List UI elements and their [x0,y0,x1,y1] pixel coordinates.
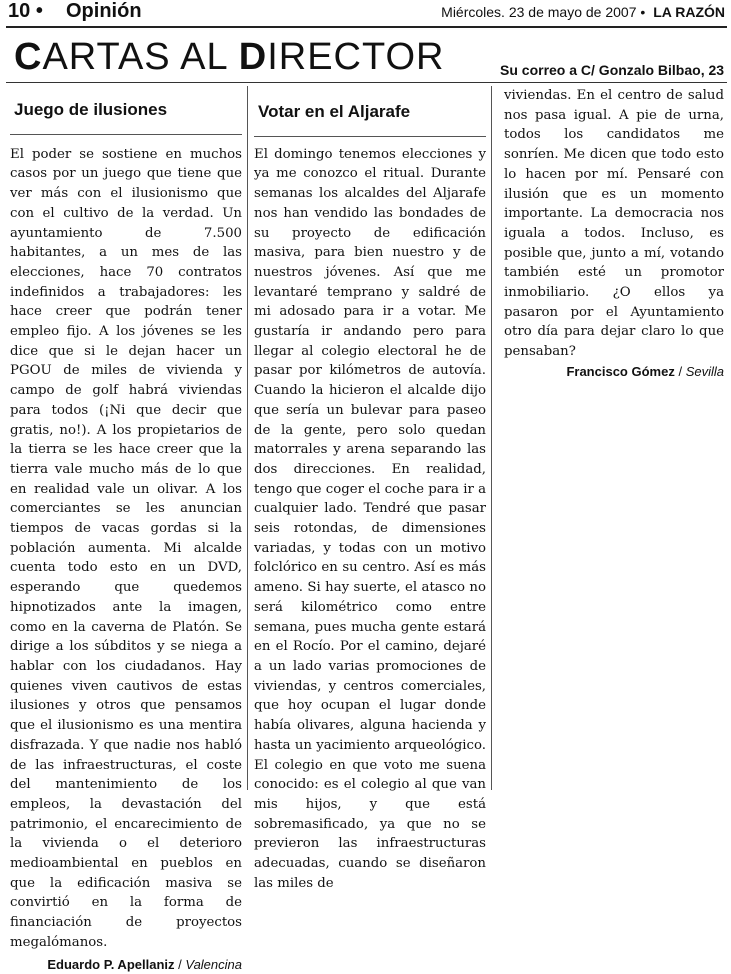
letter-column-3 [498,86,724,790]
dateline: Miércoles. 23 de mayo de 2007 • LA RAZÓN [441,4,725,20]
letter-signature: Francisco Gómez / Sevilla [566,363,724,379]
page-number: 10 • [8,0,43,22]
masthead-title: CARTAS AL DIRECTOR [14,36,445,78]
letter-column-1 [10,86,242,972]
column-divider [247,86,248,790]
letter-body: El domingo tenemos elecciones y ya me conozco el ritual. Durante semanas los alcaldes del Aljarafe nos han vendido las bondades de su proyecto de edificación masiva, para bien nuestro y de nuestros jóvenes. Así que me levantaré temprano y saldré de mi adosado para ir a votar. Me gustaría ir andando pero para llegar al colegio electoral he de pasar por kilómetros de autovía. Cuando la hicieron el alcalde dijo que sería un bulevar para paseo de la gente, pero solo quedan matorrales y arena separando las dos direcciones. En realidad, tengo que coger el coche para ir a cualquier lado. Tendré que pasar seis rotondas, de dimensiones variadas, y todas con un motivo folclórico en su centro. Así es más ameno. Si hay suerte, el atasco no será kilométrico como entre semana, pues mucha gente estará en el Rocío. Por el camino, dejaré a un lado varias promociones de viviendas, y centros comerciales, que hoy ocupan el lugar donde había olivares, alguna hacienda y hasta un yacimiento arqueológico. El colegio en que voto me suena conocido: es el colegio al que van mis hijos, y que está sobremasificado, ya que no se previeron las infraestructuras adecuadas, cuando se diseñaron las miles de [254,146,486,891]
page-header [0,0,731,26]
letter-signature: Eduardo P. Apellaniz / Valencina [47,956,242,972]
letter-body-continued: viviendas. En el centro de salud nos pasa igual. A pie de urna, todos los candidatos me sonríen. Me dicen que todo esto lo hacen por mí. Pensaré con ilusión que es un momento importante. La democracia nos iguala a todos. Incluso, es posible que, junto a mí, votando también esté un promotor inmobiliario. ¿O ellos ya pasaron por el Ayuntamiento otro día para dejar claro lo que pensaban? [504,88,724,360]
section-title: Opinión [66,0,142,22]
letter-headline: Juego de ilusiones [14,100,168,119]
masthead-rule [6,82,727,83]
author-name: Francisco Gómez [566,363,675,379]
headline-rule [254,136,486,137]
mail-address-line: Su correo a C/ Gonzalo Bilbao, 23 [500,62,725,78]
author-city: Valencina [185,956,242,972]
header-rule [6,26,727,28]
issue-date: Miércoles. 23 de mayo de 2007 [441,4,637,20]
column-divider [491,86,492,790]
letter-headline: Votar en el Aljarafe [258,102,411,121]
author-name: Eduardo P. Apellaniz [47,956,175,972]
letter-column-2 [254,86,486,891]
author-city: Sevilla [685,363,724,379]
letter-body: El poder se sostiene en muchos casos por un juego que tiene que ver más con el ilusionismo que con el cultivo de la verdad. Un ayuntamiento de 7.500 habitantes, a un mes de las elecciones, hace 70 contratos indefinidos a trabajadores: les hace creer que podrán tener empleo fijo. A los jóvenes se les dice que si le dejan hacer un PGOU de miles de vivienda y campo de golf habrá viviendas para todos (¡Ni que decir que gratis, no!). A los propietarios de la tierra se les hace creer que la tierra vale mucho más de lo que en realidad vale un olivar. A los comerciantes se les anuncian tiempos de vacas gordas si la población aumenta. Mi alcalde cuenta todo esto en un DVD, esperando que quedemos hipnotizados ante la imagen, como en la caverna de Platón. Se dirige a los súbditos y se niega a hablar con los ciudadanos. Hay quienes viven cautivos de estas ilusiones y otros que pensamos que el ilusionismo es una mentira disfrazada. Y que nadie nos habló de las infraestructuras, el coste del mantenimiento de los empleos, la devastación del patrimonio, el encarecimiento de la vivienda o el deterioro medioambiental en pueblos en que la edificación masiva se convirtió en la forma de financiación de proyectos megalómanos. [10,146,242,950]
newspaper-name: LA RAZÓN [653,4,725,20]
headline-rule [10,134,242,135]
